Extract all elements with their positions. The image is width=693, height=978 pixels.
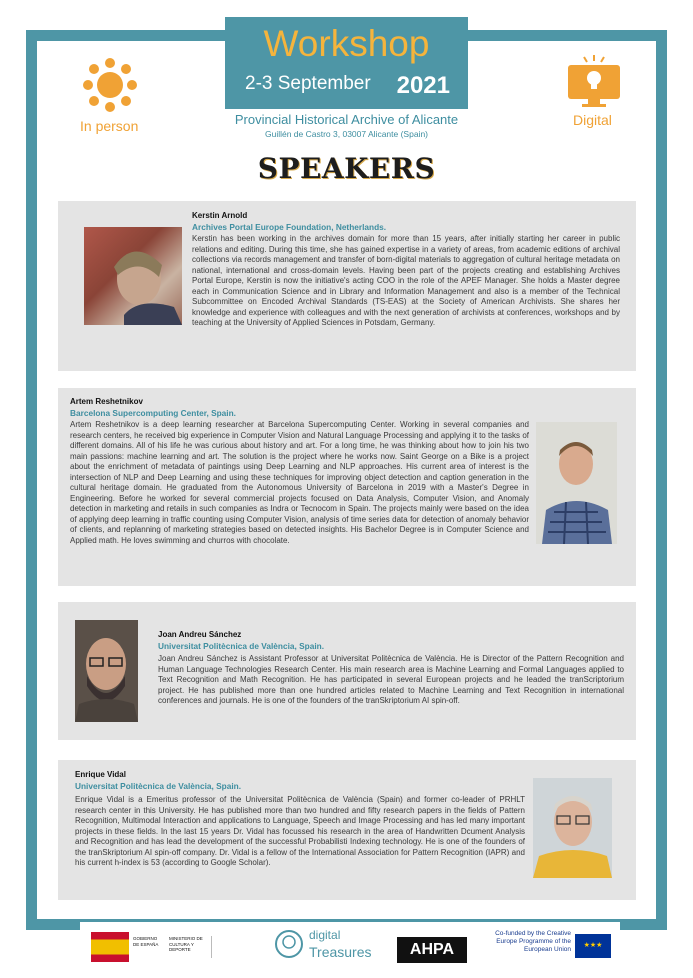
speaker-bio: Joan Andreu Sánchez is Assistant Professor at Universitat Politècnica de València. He is Director of the Pattern Recognition and Human Language Technologies Research Center. His main research area is Machine Learning and Formal Languages applied to Text Recognition and Math Recognition. He has participated in several European projects and he leaded the tranScriptorium project. He has published more than one hundred articles related to Machine Learning and Text Recognition in international conferences and journals. He is one of the founders of the tranSkriptorium AI spin-off. — [158, 654, 624, 705]
workshop-title: Workshop — [263, 23, 430, 64]
speaker-org: Universitat Politècnica de València, Spain. — [158, 641, 325, 651]
workshop-year: 2021 — [396, 72, 450, 99]
ahpa-text: AHPA — [409, 941, 455, 958]
speaker-card-enrique — [58, 760, 636, 900]
speaker-card-kerstin — [58, 201, 636, 371]
speaker-card-artem — [58, 388, 636, 586]
speaker-bio: Enrique Vidal is a Emeritus professor of the Universitat Politècnica de València (Spain) and former co-leader of PRHLT research center in this University. He has published more than two hundred and fifty research papers in the fields of Pattern Recognition, Multimodal Interaction and applications to Language, Speech and Image Processing and has led many important projects in these fields. In the last 15 years Dr. Vidal has focussed his research in the area of Handwritten Dcument Analysis and Recognition and has lead the development of the successful Probabilisti Indexing technology. He is one of the founders of the tranSkriptorium AI spin-off company. Dr. Vidal is a fellow of the International Association for Pattern Recognition (IAPR) and his current h-index is 53 (according to Google Scholar). — [75, 795, 525, 867]
ahpa-logo — [397, 937, 467, 963]
speaker-org: Universitat Politècnica de València, Spain. — [75, 781, 242, 791]
speaker-name: Joan Andreu Sánchez — [158, 630, 242, 639]
portrait-icon — [84, 227, 182, 325]
venue-address: Guillén de Castro 3, 03007 Alicante (Spain) — [264, 129, 428, 139]
speaker-photo — [536, 422, 617, 544]
speaker-photo — [75, 620, 138, 722]
venue-name: Provincial Historical Archive of Alicante — [234, 112, 459, 127]
speaker-name: Enrique Vidal — [75, 770, 126, 779]
in-person-icon — [82, 57, 138, 113]
speaker-photo — [84, 227, 182, 325]
speaker-name: Artem Reshetnikov — [70, 397, 143, 406]
speaker-bio: Artem Reshetnikov is a deep learning researcher at Barcelona Supercomputing Center. Working in several companies and research centers, he received big experience in Computer Vision and Natural Language Processing and applying it to the tasks of different domains. All of his life he was curious about history and art. For a long time, he was thinking about how to join his two main passions: machine learning and art. The solution is the project where he works now. Saint George on a Bike is a project about the enrichment of metadata of paintings using Deep Learning and NLP approaches. His current area of interest is the intersection of NLP and Deep Learning and using these techniques for improving object detection and caption generation in the cultural heritage domain. He graduated from the Autonomous University of Barcelona in 2019 with a Master's Degree in Engineering. Before he worked for several commercial projects focused on Data Analysis, Computer Vision, and Anomaly detection in marketing and retails in such companies as Indra or Tecnocom in Spain. The projects mainly were based on the idea of applying deep learning in traffic counting using Computer Vision, analysis of time series data for detection of anomaly behavior of clients, and replanning of marketing strategies based on detected insights. His Bachelor Degree is in Computer Science and Applied math. He loves swimming and churros with chocolate. — [70, 420, 529, 545]
footer-logos — [80, 922, 620, 968]
portrait-icon — [536, 422, 617, 544]
speaker-name: Kerstin Arnold — [192, 211, 248, 220]
digital-treasures-text-2: Treasures — [309, 944, 372, 960]
title-box — [225, 17, 468, 109]
head-profile-icon — [273, 928, 305, 964]
speaker-card-joan — [58, 602, 636, 740]
gov-text-2: MINISTERIO DE CULTURA Y DEPORTE — [169, 936, 203, 952]
speaker-org: Archives Portal Europe Foundation, Netherlands. — [192, 222, 387, 232]
spain-flag-icon — [91, 932, 129, 962]
digital-treasures-text-1: digital — [309, 928, 341, 942]
speaker-photo — [533, 778, 612, 878]
digital-monitor-icon — [566, 53, 622, 109]
in-person-label: In person — [80, 118, 139, 134]
digital-label: Digital — [573, 112, 612, 128]
speaker-bio: Kerstin has been working in the archives domain for more than 15 years, after initially starting her career in public relations and editing. During this time, she has gained expertise in a variety of areas, from academic editions of archival collections via records management and transfer of born-digital materials to aggregation of cultural heritage metadata on national, international and cross-domain levels. Having been part of the projects creating and establishing Archives Portal Europe, Kerstin is now the initiative's acting COO in the role of the APEF Manager. She holds a Master degree each in Communication Science and in Library and Information Management and also is a member of the Technical Subcommittee on Encoded Archival Standards (TS-EAS) at the Society of American Archivists. She shares her knowledge and experience with colleagues and with the next generation of archivists at conferences, workshops and by teaching at the University of Applied Sciences in Potsdam, Germany. — [192, 234, 620, 327]
portrait-icon — [533, 778, 612, 878]
gov-text-1: GOBIERNO DE ESPAÑA — [133, 936, 159, 947]
speakers-heading: SPEAKERS — [257, 152, 436, 185]
portrait-icon — [75, 620, 138, 722]
eu-funding-text: Co-funded by the Creative Europe Programme of the European Union — [495, 930, 571, 953]
spanish-government-logo — [91, 932, 251, 962]
digital-treasures-logo — [273, 928, 383, 964]
gov-subtext-block — [211, 936, 252, 958]
speaker-org: Barcelona Supercomputing Center, Spain. — [70, 408, 236, 418]
creative-europe-logo — [475, 930, 613, 964]
eu-flag-icon: ★★★ — [575, 934, 611, 958]
workshop-dates: 2-3 September — [245, 73, 371, 94]
